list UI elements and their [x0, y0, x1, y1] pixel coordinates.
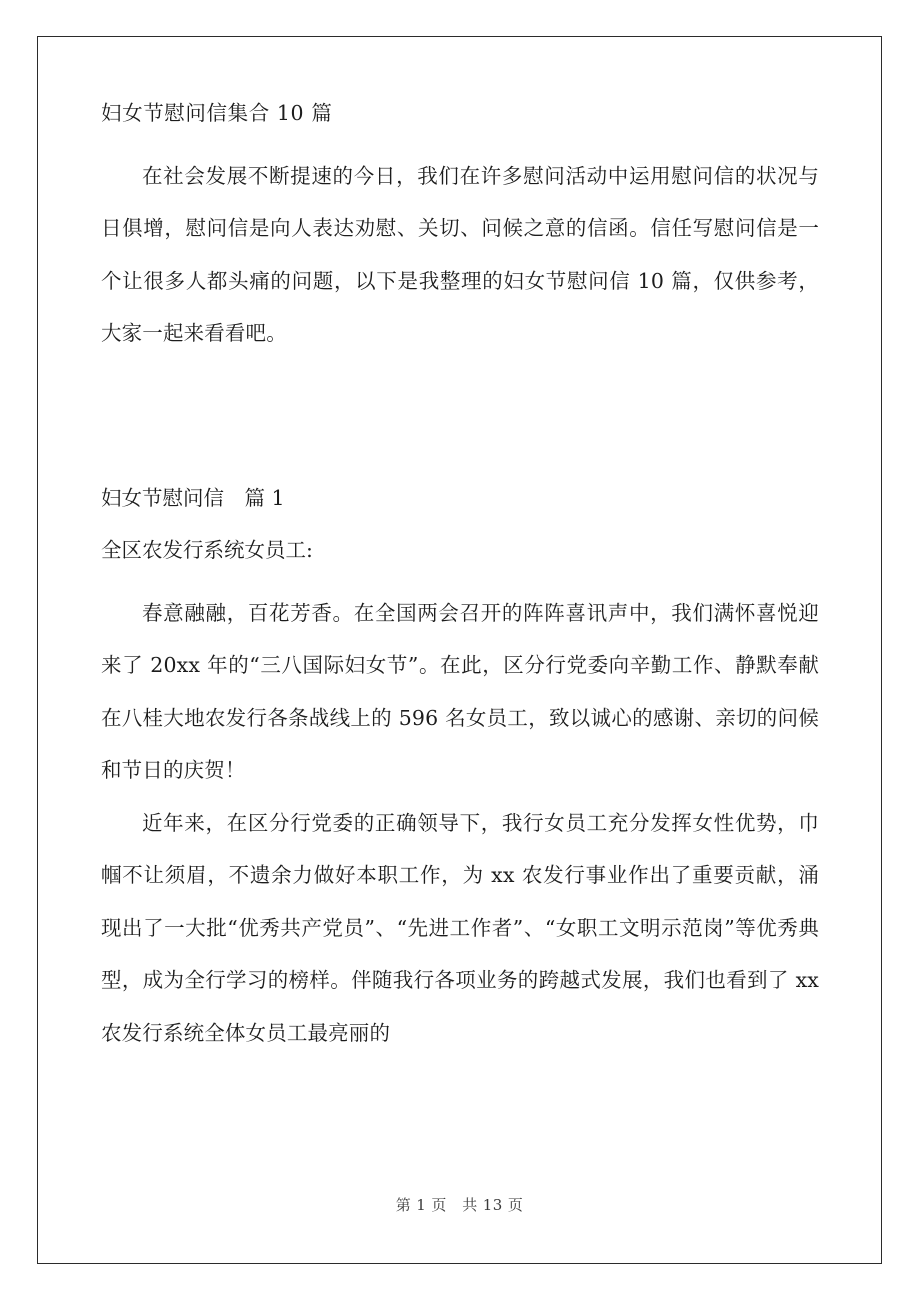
- salutation: 全区农发行系统女员工:: [101, 538, 313, 563]
- page-footer: 第 1 页 共 13 页: [395, 1196, 524, 1214]
- spacer: [101, 126, 819, 150]
- section-heading: 妇女节慰问信 篇 1: [101, 485, 285, 510]
- intro-paragraph: 在社会发展不断提速的今日，我们在许多慰问活动中运用慰问信的状况与日俱增，慰问信是向人表达劝慰、关切、问候之意的信函。信任写慰问信是一个让很多人都头痛的问题，以下是我整理的妇女节慰问信 10 篇，仅供参考，大家一起来看看吧。: [101, 163, 819, 346]
- spacer: [101, 577, 819, 587]
- section-gap: [101, 360, 819, 472]
- document-page: [37, 36, 882, 1264]
- page-title: 妇女节慰问信集合 10 篇: [101, 101, 333, 125]
- body-paragraph-1: 春意融融，百花芳香。在全国两会召开的阵阵喜讯声中，我们满怀喜悦迎来了 20xx 年的“三八国际妇女节”。在此，区分行党委向辛勤工作、静默奉献在八桂大地农发行各条战线上的 596 名女员工，致以诚心的感谢、亲切的问候和节日的庆贺！: [101, 600, 819, 783]
- body-paragraph-2: 近年来，在区分行党委的正确领导下，我行女员工充分发挥女性优势，巾帼不让须眉，不遗余力做好本职工作，为 xx 农发行事业作出了重要贡献，涌现出了一大批“优秀共产党员”、“先进工作者”、“女职工文明示范岗”等优秀典型，成为全行学习的榜样。伴随我行各项业务的跨越式发展，我们也看到了 xx 农发行系统全体女员工最亮丽的: [101, 810, 826, 1045]
- document-content: [101, 101, 826, 1059]
